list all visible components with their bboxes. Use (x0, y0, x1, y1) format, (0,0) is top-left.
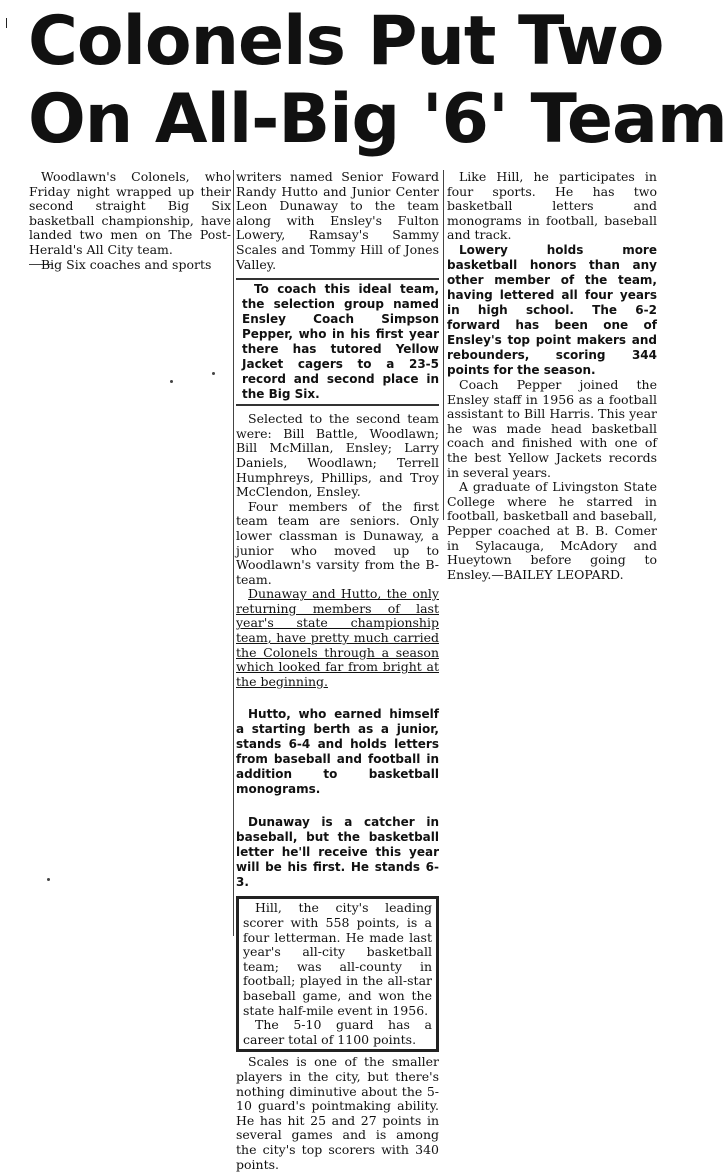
paragraph-coach: To coach this ideal team, the selection group named Ensley Coach Simpson Pepper, who in his first year there has tutored Yellow Jacket cagers to a 23-5 record and second place in the Big Six. (242, 282, 439, 402)
paragraph-dunaway: Dunaway is a catcher in baseball, but the basketball letter he'll receive this year will be his first. He stands 6-3. (236, 815, 439, 890)
paragraph-career-total: The 5-10 guard has a career total of 1100 points. (243, 1017, 432, 1047)
paragraph-returning: Dunaway and Hutto, the only returning members of last year's state championship team, have pretty much carried the Colonels through a season which looked far from bright at the beginning. (236, 586, 439, 689)
paragraph-named: writers named Senior Foward Randy Hutto and Junior Center Leon Dunaway to the team along with Ensley's Fulton Lowery, Ramsay's Sammy Scales and Tommy Hill of Jones Valley. (236, 169, 439, 272)
hill-highlight-box (236, 896, 439, 1052)
paragraph-hutto: Hutto, who earned himself a starting berth as a junior, stands 6-4 and holds letters from baseball and football in addition to basketball monograms. (236, 707, 439, 797)
margin-mark (6, 18, 7, 28)
paragraph-hill: Hill, the city's leading scorer with 558 points, is a four letterman. He made last year's all-city basketball team; was all-county in football; played in the all-star baseball game, and won the state half-mile event in 1956. (243, 900, 432, 1018)
paragraph-intro: Woodlawn's Colonels, who Friday night wrapped up their second straight Big Six basketball championship, have landed two men on The Post-Herald's All City team. (29, 169, 231, 257)
paragraph-coaches: Big Six coaches and sports (41, 256, 212, 272)
paragraph-lowery: Lowery holds more basketball honors than any other member of the team, having lettered all four years in high school. The 6-2 forward has been one of Ensley's top point makers and rebounders, scoring 344 points for the season. (447, 242, 657, 377)
headline-line-2: On All-Big '6' Team (28, 80, 727, 159)
column-rule-right (443, 170, 444, 520)
paragraph-livingston: A graduate of Livingston State College where he starred in football, basketball and baseball, Pepper coached at B. B. Comer in Sylacauga, McAdory and Hueytown before going to Ensley.—BAILEY LEOPARD. (447, 479, 657, 582)
article-column-3 (447, 170, 657, 582)
print-speck (170, 380, 173, 383)
print-speck (47, 878, 50, 881)
paragraph-pepper: Coach Pepper joined the Ensley staff in 1956 as a football assistant to Bill Harris. This year he was made head basketball coach and finished with one of the best Yellow Jackets records in several years. (447, 376, 657, 480)
print-speck (212, 372, 215, 375)
paragraph-four-sports: Like Hill, he participates in four sports. He has two basketball letters and monograms in football, baseball and track. (447, 169, 657, 243)
paragraph-scales: Scales is one of the smaller players in the city, but there's nothing diminutive about the 5-10 guard's pointmaking ability. He has hit 25 and 27 points in several games and is among the city's top scorers with 340 points. (236, 1054, 439, 1172)
article-column-2 (236, 170, 439, 1172)
paragraph-seniors: Four members of the first team team are seniors. Only lower classman is Dunaway, a junior who moved up to Woodlawn's varsity from the B-team. (236, 498, 439, 587)
paragraph-second-team: Selected to the second team were: Bill Battle, Woodlawn; Bill McMillan, Ensley; Larry Daniels, Woodlawn; Terrell Humphreys, Phillips, and Troy McClendon, Ensley. (236, 411, 439, 500)
article-column-1 (29, 170, 231, 272)
headline-line-1: Colonels Put Two (28, 2, 664, 81)
coach-highlight-box (236, 278, 439, 406)
column-rule-left (233, 170, 234, 936)
